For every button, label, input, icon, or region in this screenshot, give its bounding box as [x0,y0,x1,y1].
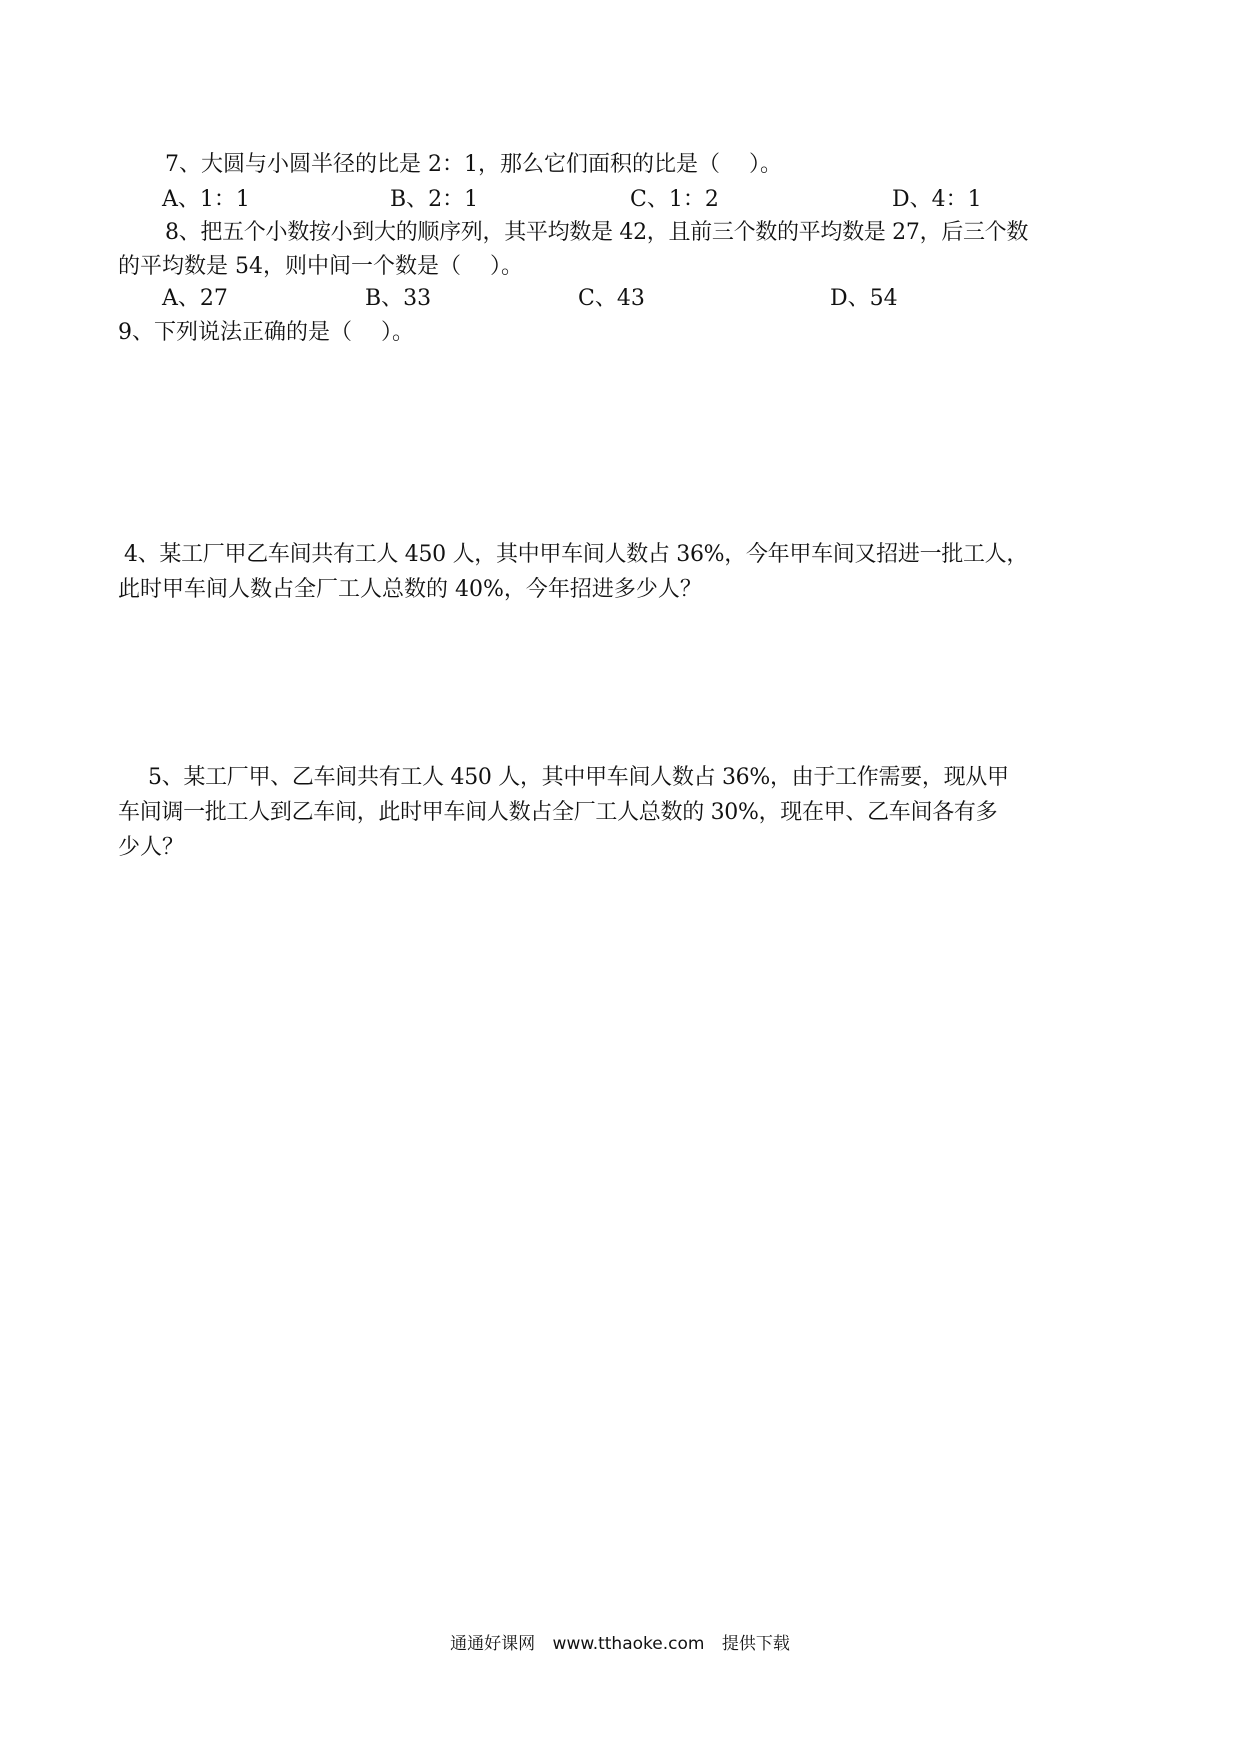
q8-option-d: D、54 [830,286,898,311]
q8-stem-line2: 的平均数是 54，则中间一个数是（ ）。 [118,254,523,279]
q7-option-a: A、1：1 [162,187,250,212]
problem5-line3: 少人？ [118,835,185,860]
problem4-line1: 4、某工厂甲乙车间共有工人 450 人，其中甲车间人数占 36%，今年甲车间又招进一批工人， [124,542,1029,567]
q9-stem: 9、下列说法正确的是（ ）。 [118,320,414,345]
q8-option-c: C、43 [578,286,645,311]
q7-option-b: B、2：1 [390,187,479,212]
problem5-line1: 5、某工厂甲、乙车间共有工人 450 人，其中甲车间人数占 36%，由于工作需要，现从甲 [148,765,1009,790]
footer-site-name: 通通好课网 [450,1634,536,1654]
q7-option-d: D、4：1 [892,187,982,212]
page-footer [0,1632,1240,1656]
q7-stem: 7、大圆与小圆半径的比是 2：1，那么它们面积的比是（ ）。 [165,152,782,177]
footer-suffix: 提供下载 [721,1634,790,1654]
q8-option-a: A、27 [162,286,228,311]
q7-option-c: C、1：2 [630,187,719,212]
footer-url[interactable]: www.tthaoke.com [552,1634,705,1654]
problem4-line2: 此时甲车间人数占全厂工人总数的 40%，今年招进多少人？ [118,577,702,602]
problem5-line2: 车间调一批工人到乙车间，此时甲车间人数占全厂工人总数的 30%，现在甲、乙车间各有多 [118,800,998,825]
q8-stem-line1: 8、把五个小数按小到大的顺序列，其平均数是 42，且前三个数的平均数是 27，后三个数 [165,220,1029,245]
q8-option-b: B、33 [365,286,432,311]
